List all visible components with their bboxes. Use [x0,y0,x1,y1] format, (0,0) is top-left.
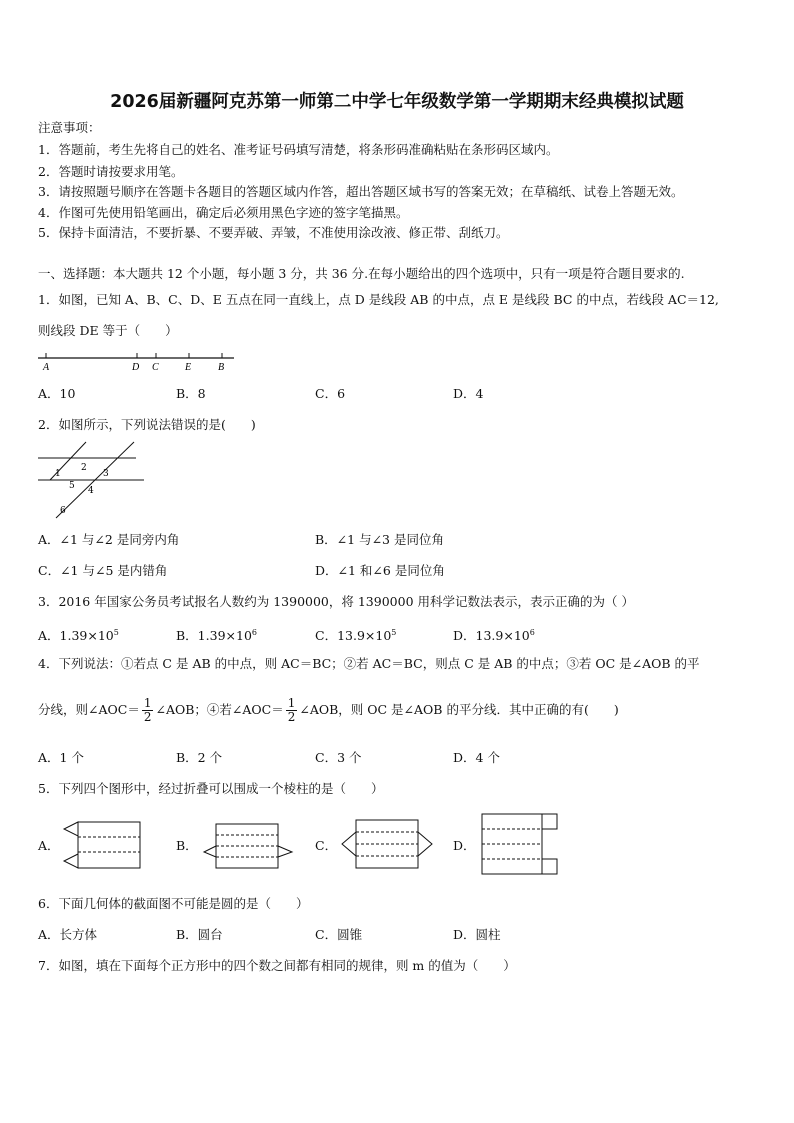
point-label: A [43,362,50,373]
angle-label: 4 [88,486,94,496]
q3-option-c[interactable]: C．$13.9\times 10^5$ [315,628,397,644]
q2-stem: 2．如图所示，下列说法错误的是( ) [38,417,256,432]
q4-stem-line2: 分线，则∠AOC＝ $\frac{1}{2}$ ∠AOB；④若∠AOC＝ $\frac{1}{2}$ ∠AOB，则 OC 是∠AOB 的平分线．其中正确的有( ) [38,696,619,724]
notice-heading: 注意事项： [38,120,101,135]
notice-item: 3．请按照题号顺序在答题卡各题目的答题区域内作答，超出答题区域书写的答案无效；在草稿纸、试卷上答题无效。 [38,184,684,199]
q5-stem: 5．下列四个图形中，经过折叠可以围成一个棱柱的是（ ） [38,781,384,796]
q6-option-b[interactable]: B．圆台 [176,927,223,942]
q1-option-d[interactable]: D．4 [453,386,484,401]
q6-option-c[interactable]: C．圆锥 [315,927,363,942]
point-label: D [132,362,140,373]
q4-option-b[interactable]: B．2 个 [176,750,223,765]
q2-option-b[interactable]: B．∠1 与∠3 是同位角 [315,532,444,547]
q5-option-d[interactable]: D． [453,838,476,853]
point-label: B [218,362,225,373]
section-heading: 一、选择题：本大题共 12 个小题，每小题 3 分，共 36 分.在每小题给出的四个选项中，只有一项是符合题目要求的. [38,266,685,281]
q2-angle-figure [36,440,146,520]
angle-label: 6 [60,506,66,516]
angle-label: 2 [81,463,87,473]
fraction-half: $\frac{1}{2}$ [143,696,152,724]
q4-stem-line1: 4．下列说法：①若点 C 是 AB 的中点，则 AC＝BC；②若 AC＝BC，则点 C 是 AB 的中点；③若 OC 是∠AOB 的平 [38,656,700,671]
q1-line-figure [36,352,236,374]
q4-option-c[interactable]: C．3 个 [315,750,362,765]
point-label: E [185,362,192,373]
q3-option-a[interactable]: A．$1.39\times 10^5$ [38,628,119,644]
q1-option-c[interactable]: C．6 [315,386,346,401]
q4-option-d[interactable]: D．4 个 [453,750,500,765]
q2-option-d[interactable]: D．∠1 和∠6 是同位角 [315,563,445,578]
point-label: C [152,362,159,373]
angle-label: 5 [69,481,75,491]
angle-label: 1 [55,469,61,479]
notice-item: 1．答题前，考生先将自己的姓名、准考证号码填写清楚，将条形码准确粘贴在条形码区域内。 [38,142,559,157]
q2-option-c[interactable]: C．∠1 与∠5 是内错角 [38,563,168,578]
q5-net-b [202,822,294,870]
q3-option-b[interactable]: B．$1.39\times 10^6$ [176,628,257,644]
q5-net-a [62,820,144,872]
q5-option-a[interactable]: A． [38,838,60,853]
q6-option-d[interactable]: D．圆柱 [453,927,501,942]
q7-stem: 7．如图，填在下面每个正方形中的四个数之间都有相同的规律，则 m 的值为（ ） [38,958,516,973]
q1-stem-line1: 1．如图，已知 A、B、C、D、E 五点在同一直线上，点 D 是线段 AB 的中点，点 E 是线段 BC 的中点，若线段 AC＝12, [38,292,719,307]
q5-net-c [340,818,434,870]
q4-option-a[interactable]: A．1 个 [38,750,84,765]
q5-option-b[interactable]: B． [176,838,198,853]
angle-label: 3 [103,469,109,479]
notice-item: 2．答题时请按要求用笔。 [38,164,184,179]
q2-option-a[interactable]: A．∠1 与∠2 是同旁内角 [38,532,180,547]
q5-option-c[interactable]: C． [315,838,338,853]
q6-option-a[interactable]: A．长方体 [38,927,98,942]
q3-option-d[interactable]: D．$13.9\times 10^6$ [453,628,535,644]
notice-item: 5．保持卡面清洁，不要折暴、不要弄破、弄皱，不准使用涂改液、修正带、刮纸刀。 [38,225,509,240]
page-title: 2026届新疆阿克苏第一师第二中学七年级数学第一学期期末经典模拟试题 [110,92,684,112]
q3-stem: 3．2016 年国家公务员考试报名人数约为 1390000，将 1390000 用科学记数法表示，表示正确的为（ ） [38,594,634,609]
q5-net-d [480,812,560,876]
q6-stem: 6．下面几何体的截面图不可能是圆的是（ ） [38,896,309,911]
notice-item: 4．作图可先使用铅笔画出，确定后必须用黑色字迹的签字笔描黑。 [38,205,409,220]
q1-option-a[interactable]: A．10 [38,386,76,401]
fraction-half: $\frac{1}{2}$ [287,696,296,724]
q1-stem-line2: 则线段 DE 等于（ ） [38,323,178,338]
q1-option-b[interactable]: B．8 [176,386,206,401]
